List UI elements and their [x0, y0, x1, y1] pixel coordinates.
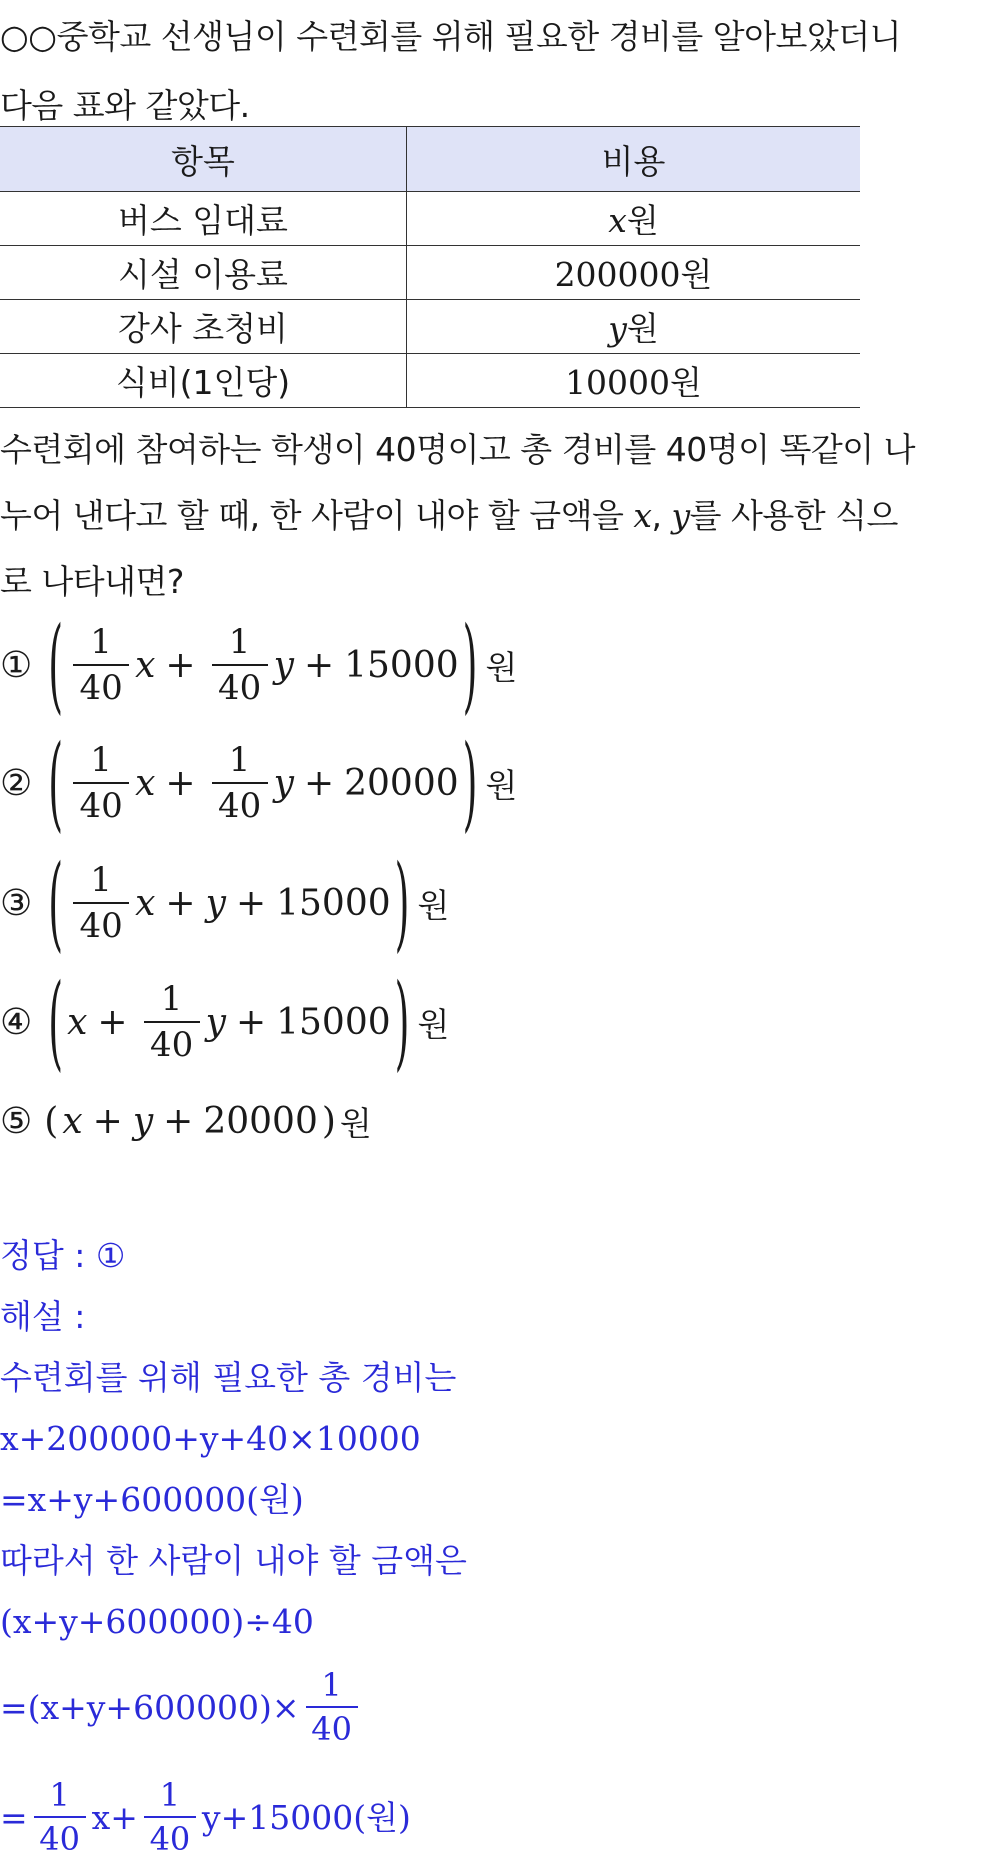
cost-table	[0, 126, 860, 408]
table-row	[0, 354, 860, 408]
question-line-2: 누어 낸다고 할 때, 한 사람이 내야 할 금액을 x, y를 사용한 식으	[0, 496, 898, 535]
explanation-line-5: (x+y+600000)÷40	[0, 1602, 314, 1641]
left-paren: (	[48, 605, 64, 725]
question-line-3: 로 나타내면?	[0, 562, 184, 601]
explanation-line-3: =x+y+600000(원)	[0, 1480, 304, 1519]
fraction: $\frac{1}{40}$	[306, 1664, 358, 1750]
fraction: $\frac{1}{40}$	[212, 738, 268, 828]
explanation-label: 해설 :	[0, 1297, 86, 1336]
problem-intro	[0, 2, 993, 140]
explanation-line-2: x+200000+y+40×10000	[0, 1419, 421, 1458]
choice-number: ③	[0, 882, 33, 924]
row-cost: 200000원	[407, 246, 861, 300]
choice-2[interactable]: ② ( $\frac{1}{40}$ x + $\frac{1}{40}$ y + 20000 ) 원	[0, 723, 518, 843]
fraction: $\frac{1}{40}$	[73, 858, 129, 948]
left-paren: (	[48, 962, 64, 1082]
table-row	[0, 300, 860, 354]
left-paren: (	[48, 843, 64, 963]
explanation-line-6: =(x+y+600000)× $\frac{1}{40}$	[0, 1652, 993, 1762]
header-cost: 비용	[407, 127, 861, 192]
explanation-line-1: 수련회를 위해 필요한 총 경비는	[0, 1358, 457, 1397]
choice-5[interactable]: ⑤ ( x + y + 20000 ) 원	[0, 1101, 372, 1143]
right-paren: )	[462, 723, 478, 843]
fraction: $\frac{1}{40}$	[73, 620, 129, 710]
choice-number: ④	[0, 1001, 33, 1043]
row-item: 식비(1인당)	[0, 354, 407, 408]
explanation-line-7: = $\frac{1}{40}$ x+ $\frac{1}{40}$ y+15000(원)	[0, 1776, 411, 1858]
choice-number: ②	[0, 762, 33, 804]
row-item: 시설 이용료	[0, 246, 407, 300]
choice-number: ⑤	[0, 1101, 33, 1142]
choice-1[interactable]: ① ( $\frac{1}{40}$ x + $\frac{1}{40}$ y + 15000 ) 원	[0, 605, 518, 725]
row-item: 버스 임대료	[0, 192, 407, 246]
fraction: $\frac{1}{40}$	[144, 1774, 196, 1860]
left-paren: (	[48, 723, 64, 843]
right-paren: )	[394, 843, 410, 963]
row-cost: y원	[407, 300, 861, 354]
table-row	[0, 246, 860, 300]
choice-4[interactable]: ④ ( x + $\frac{1}{40}$ y + 15000 ) 원	[0, 962, 450, 1082]
fraction: $\frac{1}{40}$	[34, 1774, 86, 1860]
table-header-row	[0, 127, 860, 192]
fraction: $\frac{1}{40}$	[212, 620, 268, 710]
row-cost: 10000원	[407, 354, 861, 408]
fraction: $\frac{1}{40}$	[144, 977, 200, 1067]
intro-line-1: ○○중학교 선생님이 수련회를 위해 필요한 경비를 알아보았더니	[0, 17, 901, 56]
question-text	[0, 417, 993, 615]
row-cost: x원	[407, 192, 861, 246]
answer-section	[0, 1225, 993, 1872]
explanation-line-4: 따라서 한 사람이 내야 할 금액은	[0, 1541, 467, 1580]
choice-number: ①	[0, 644, 33, 686]
intro-line-2: 다음 표와 같았다.	[0, 86, 250, 125]
question-line-1: 수련회에 참여하는 학생이 40명이고 총 경비를 40명이 똑같이 나	[0, 430, 915, 469]
row-item: 강사 초청비	[0, 300, 407, 354]
header-item: 항목	[0, 127, 407, 192]
fraction: $\frac{1}{40}$	[73, 738, 129, 828]
right-paren: )	[462, 605, 478, 725]
table-row	[0, 192, 860, 246]
answer-label: 정답 : ①	[0, 1236, 126, 1275]
choice-3[interactable]: ③ ( $\frac{1}{40}$ x + y + 15000 ) 원	[0, 843, 450, 963]
right-paren: )	[394, 962, 410, 1082]
